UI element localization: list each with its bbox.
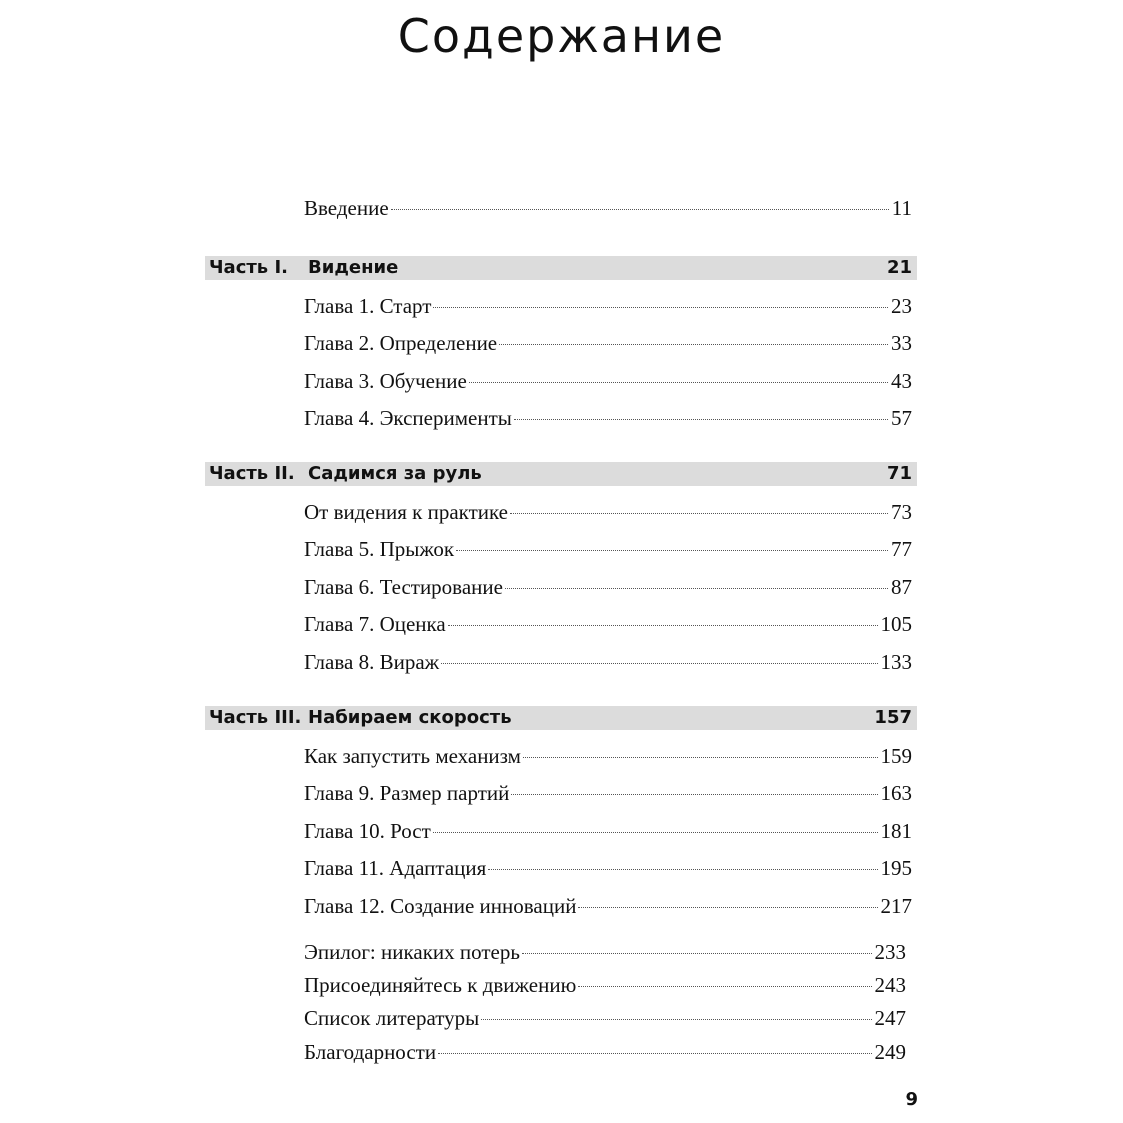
toc-entry-chapter-1[interactable] [304, 291, 912, 321]
toc-entry-label: Глава 1. Старт [304, 294, 432, 318]
toc-entry-page: 23 [891, 294, 912, 318]
toc-entry-vision-to-practice[interactable] [304, 497, 912, 527]
toc-entry-page: 43 [891, 369, 912, 393]
toc-entry-label: Глава 11. Адаптация [304, 856, 487, 880]
toc-entry-page: 57 [891, 406, 912, 430]
part-page: 71 [886, 463, 912, 484]
toc-entry-page: 73 [891, 500, 912, 524]
toc-entry-label: Глава 8. Вираж [304, 650, 440, 674]
toc-entry-chapter-12[interactable] [304, 891, 912, 921]
toc-entry-bibliography[interactable] [304, 1003, 906, 1033]
toc-entry-chapter-9[interactable] [304, 778, 912, 808]
toc-entry-page: 77 [891, 537, 912, 561]
dot-leader [469, 382, 888, 383]
toc-entry-label: Глава 4. Эксперименты [304, 406, 512, 430]
page-number: 9 [905, 1089, 918, 1110]
toc-entry-join-movement[interactable] [304, 970, 906, 1000]
dot-leader [523, 757, 878, 758]
dot-leader [510, 513, 888, 514]
toc-entry-label: Глава 9. Размер партий [304, 781, 510, 805]
dot-leader [481, 1019, 871, 1020]
toc-entry-label: Присоединяйтесь к движению [304, 973, 577, 997]
dot-leader [578, 907, 877, 908]
toc-entry-page: 105 [880, 612, 912, 636]
part-page: 21 [886, 257, 912, 278]
toc-entry-acknowledgements[interactable] [304, 1037, 906, 1067]
dot-leader [433, 307, 888, 308]
toc-entry-page: 247 [874, 1006, 906, 1030]
toc-entry-chapter-11[interactable] [304, 853, 912, 883]
toc-entry-label: Введение [304, 196, 389, 220]
part-title: Садимся за руль [308, 463, 482, 484]
toc-entry-label: Как запустить механизм [304, 744, 521, 768]
toc-entry-page: 181 [880, 819, 912, 843]
dot-leader [499, 344, 888, 345]
part-title: Набираем скорость [308, 707, 512, 728]
toc-entry-launch-mechanism[interactable] [304, 741, 912, 771]
part-number: Часть I. [209, 257, 288, 278]
toc-entry-chapter-4[interactable] [304, 403, 912, 433]
toc-entry-chapter-8[interactable] [304, 647, 912, 677]
toc-entry-page: 243 [874, 973, 906, 997]
toc-entry-chapter-10[interactable] [304, 816, 912, 846]
dot-leader [578, 986, 871, 987]
toc-entry-page: 249 [874, 1040, 906, 1064]
toc-entry-chapter-7[interactable] [304, 609, 912, 639]
dot-leader [441, 663, 877, 664]
toc-entry-chapter-6[interactable] [304, 572, 912, 602]
toc-entry-page: 195 [880, 856, 912, 880]
page-title: Содержание [397, 9, 726, 63]
toc-entry-chapter-5[interactable] [304, 534, 912, 564]
toc-entry-page: 133 [880, 650, 912, 674]
dot-leader [511, 794, 877, 795]
toc-entry-label: Глава 3. Обучение [304, 369, 467, 393]
toc-entry-label: Глава 7. Оценка [304, 612, 446, 636]
toc-entry-label: Эпилог: никаких потерь [304, 940, 520, 964]
toc-entry-page: 233 [874, 940, 906, 964]
toc-entry-label: Глава 12. Создание инноваций [304, 894, 577, 918]
toc-entry-page: 33 [891, 331, 912, 355]
dot-leader [391, 209, 889, 210]
toc-entry-label: Глава 2. Определение [304, 331, 498, 355]
toc-entry-label: Глава 6. Тестирование [304, 575, 503, 599]
dot-leader [433, 832, 878, 833]
dot-leader [488, 869, 877, 870]
toc-entry-page: 163 [880, 781, 912, 805]
toc-entry-label: Глава 5. Прыжок [304, 537, 455, 561]
toc-entry-page: 159 [880, 744, 912, 768]
dot-leader [514, 419, 888, 420]
toc-entry-page: 217 [880, 894, 912, 918]
toc-entry-label: Благодарности [304, 1040, 437, 1064]
toc-entry-label: От видения к практике [304, 500, 508, 524]
toc-part-2-heading[interactable] [205, 462, 917, 486]
toc-entry-label: Глава 10. Рост [304, 819, 431, 843]
toc-entry-page: 11 [891, 196, 912, 220]
part-page: 157 [874, 707, 912, 728]
toc-entry-chapter-2[interactable] [304, 328, 912, 358]
toc-entry-label: Список литературы [304, 1006, 480, 1030]
dot-leader [505, 588, 888, 589]
toc-part-3-heading[interactable] [205, 706, 917, 730]
dot-leader [448, 625, 878, 626]
toc-entry-chapter-3[interactable] [304, 366, 912, 396]
toc-entry-epilogue[interactable] [304, 937, 906, 967]
toc-entry-page: 87 [891, 575, 912, 599]
toc-part-1-heading[interactable] [205, 256, 917, 280]
toc-entry-introduction[interactable] [304, 193, 912, 223]
part-title: Видение [308, 257, 399, 278]
dot-leader [438, 1053, 871, 1054]
dot-leader [456, 550, 888, 551]
part-number: Часть II. [209, 463, 295, 484]
dot-leader [522, 953, 872, 954]
part-number: Часть III. [209, 707, 302, 728]
